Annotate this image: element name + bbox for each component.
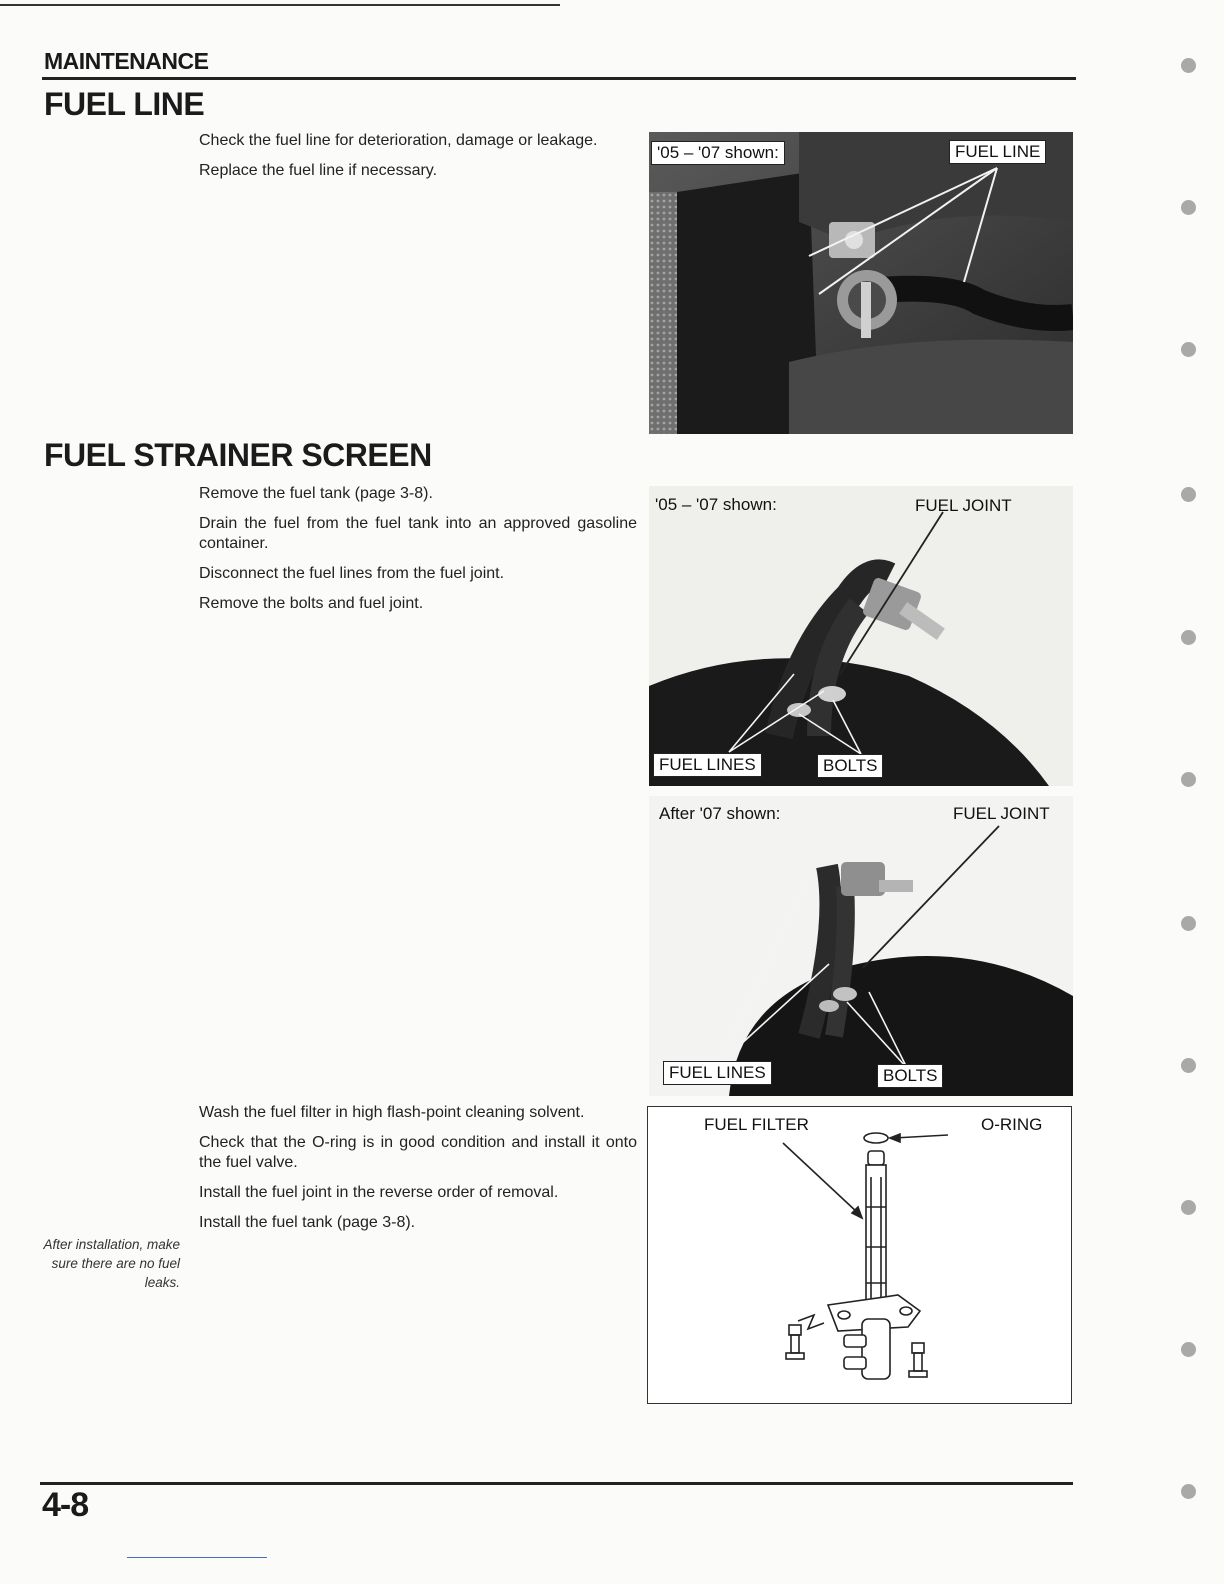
- page-number: 4-8: [42, 1486, 89, 1524]
- binder-hole-mark: [1181, 200, 1196, 215]
- paragraph: Drain the fuel from the fuel tank into an approved gasoline container.: [199, 515, 637, 552]
- photo-caption: '05 – '07 shown:: [651, 141, 785, 165]
- fuel-line-callout: FUEL LINE: [949, 140, 1046, 164]
- fuel-filter-diagram: [647, 1106, 1072, 1404]
- section-header: MAINTENANCE: [44, 48, 209, 74]
- binder-hole-mark: [1181, 1484, 1196, 1499]
- bolts-callout: BOLTS: [877, 1064, 943, 1088]
- fuel-strainer-title: FUEL STRAINER SCREEN: [44, 437, 432, 473]
- fuel-line-photo: [649, 132, 1073, 434]
- photo-caption: After '07 shown:: [659, 804, 781, 823]
- fuel-joint-photo-early: [649, 486, 1073, 786]
- bottom-edge-line: [127, 1557, 267, 1558]
- binder-hole-mark: [1181, 1200, 1196, 1215]
- fuel-filter-diagram-art: [648, 1107, 1071, 1403]
- fuel-filter-callout: FUEL FILTER: [704, 1115, 809, 1134]
- fuel-joint-photo-late: [649, 796, 1073, 1096]
- fuel-line-text: [199, 131, 637, 191]
- paragraph: Remove the fuel tank (page 3-8).: [199, 485, 433, 502]
- binder-hole-mark: [1181, 342, 1196, 357]
- binder-hole-mark: [1181, 1342, 1196, 1357]
- bolts-callout: BOLTS: [817, 754, 883, 778]
- side-note: After installation, make sure there are no fuel leaks.: [43, 1237, 180, 1290]
- binder-hole-mark: [1181, 1058, 1196, 1073]
- fuel-lines-callout: FUEL LINES: [653, 753, 762, 777]
- paragraph: Check the fuel line for deterioration, damage or leakage.: [199, 132, 598, 149]
- fuel-joint-callout: FUEL JOINT: [915, 496, 1012, 515]
- binder-hole-mark: [1181, 58, 1196, 73]
- paragraph: Remove the bolts and fuel joint.: [199, 595, 424, 612]
- photo-caption: '05 – '07 shown:: [655, 495, 777, 514]
- strainer-install-text: [199, 1103, 637, 1243]
- paragraph: Check that the O-ring is in good condition and install it onto the fuel valve.: [199, 1134, 637, 1171]
- paragraph: Disconnect the fuel lines from the fuel joint.: [199, 565, 505, 582]
- binder-hole-mark: [1181, 916, 1196, 931]
- header-rule: [42, 77, 1076, 80]
- o-ring-callout: O-RING: [981, 1115, 1043, 1134]
- fuel-joint-photo-early-art: [649, 486, 1073, 786]
- paragraph: Install the fuel joint in the reverse order of removal.: [199, 1184, 559, 1201]
- binder-hole-mark: [1181, 772, 1196, 787]
- top-edge-rule: [0, 4, 560, 6]
- paragraph: Replace the fuel line if necessary.: [199, 162, 438, 179]
- strainer-removal-text: [199, 484, 637, 624]
- fuel-line-photo-art: [649, 132, 1073, 434]
- fuel-joint-callout: FUEL JOINT: [953, 804, 1050, 823]
- binder-hole-mark: [1181, 487, 1196, 502]
- fuel-line-title: FUEL LINE: [44, 86, 205, 122]
- paragraph: Install the fuel tank (page 3-8).: [199, 1214, 416, 1231]
- fuel-lines-callout: FUEL LINES: [663, 1061, 772, 1085]
- fuel-joint-photo-late-art: [649, 796, 1073, 1096]
- paragraph: Wash the fuel filter in high flash-point cleaning solvent.: [199, 1104, 585, 1121]
- footer-rule: [40, 1482, 1073, 1485]
- binder-hole-mark: [1181, 630, 1196, 645]
